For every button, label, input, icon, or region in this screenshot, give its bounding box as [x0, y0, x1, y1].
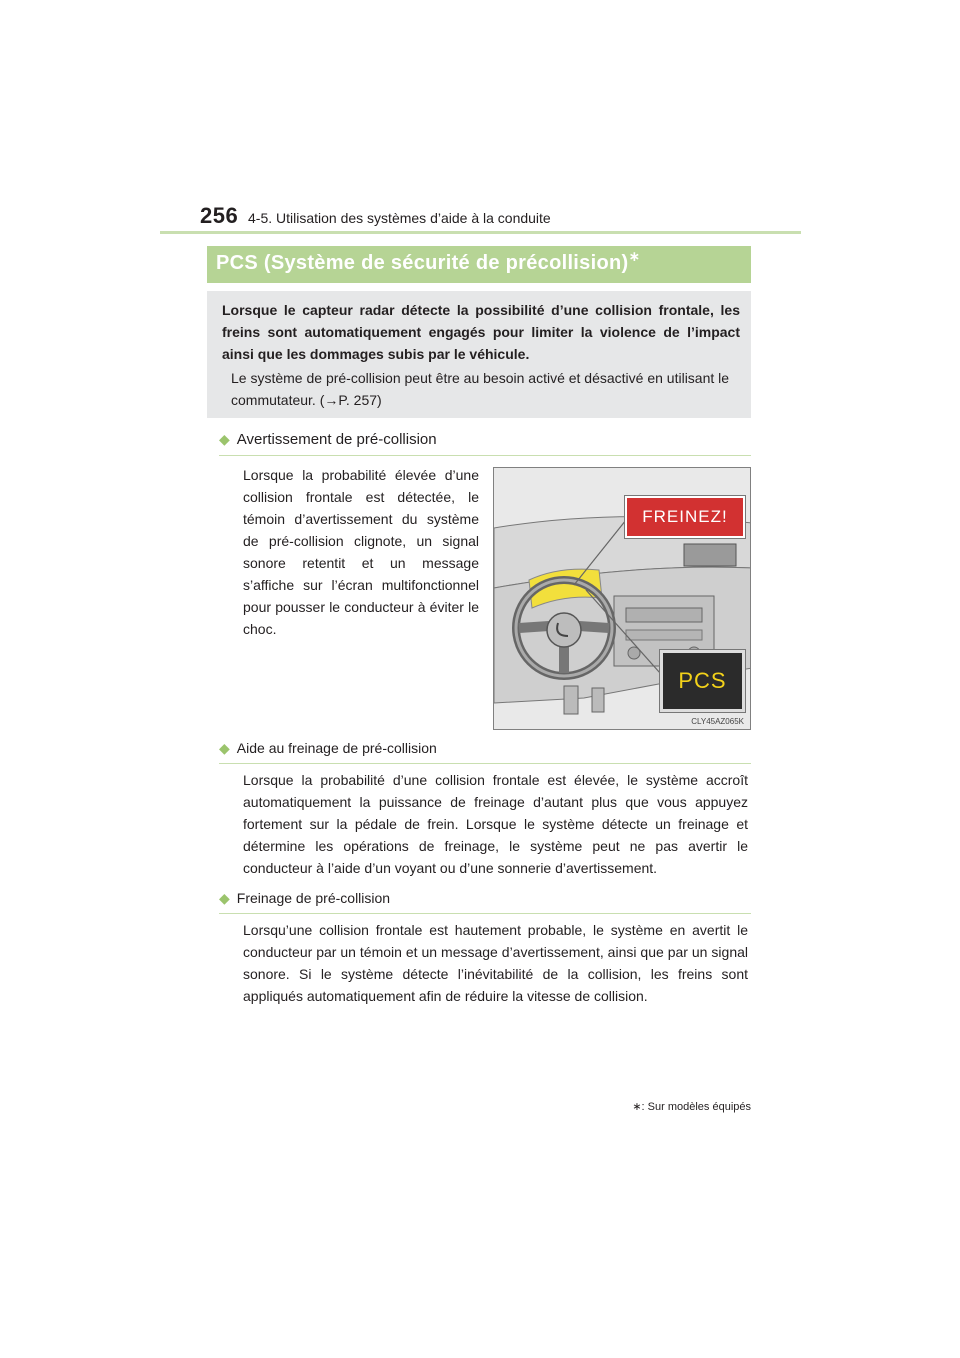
subsection-heading-brake-assist: [219, 740, 437, 757]
diamond-icon: ◆: [219, 431, 230, 447]
page-title: [216, 248, 641, 275]
subsection-rule: [219, 913, 751, 914]
intro-box: [207, 291, 751, 418]
diamond-icon: ◆: [219, 740, 230, 756]
page-title-text: PCS (Système de sécurité de précollision): [216, 252, 629, 274]
subsection-rule: [219, 455, 751, 456]
footnote: [600, 1100, 751, 1113]
intro-note: Le système de pré-collision peut être au besoin activé et désactivé en utilisant le commutateur. (→P. 257): [231, 370, 730, 408]
pcs-indicator: PCS: [660, 650, 745, 712]
footnote-marker: ∗: [632, 1101, 642, 1113]
subsection-heading-text: Aide au freinage de pré-collision: [236, 740, 437, 756]
freinez-warning-message: FREINEZ!: [625, 496, 745, 538]
section-body-brake-assist: Lorsque la probabilité d’une collision frontale est élevée, le système accroît automatiquement la puissance de freinage d’autant plus que vous appuyez fortement sur la pédale de frein. Lorsque le système détecte un freinage et détermine les opérations de freinage, le système peut ne pas avertir le conducteur à l’aide d’un voyant ou d’une sonnerie d’avertissement.: [243, 772, 748, 876]
footnote-text: : Sur modèles équipés: [641, 1101, 751, 1113]
page-number: 256: [200, 203, 239, 228]
subsection-heading-warning: [219, 431, 437, 448]
subsection-heading-braking: [219, 890, 390, 907]
intro-summary: Lorsque le capteur radar détecte la possibilité d’une collision frontale, les freins sont automatiquement engagés pour limiter la violence de l’impact ainsi que les dommages subis par le véhicule.: [222, 302, 740, 362]
dashboard-illustration: [493, 467, 751, 730]
section-body-braking: Lorsqu’une collision frontale est hautement probable, le système en avertit le conducteur par un témoin et un message d’avertissement, ainsi que par un signal sonore. Si le système détecte l’inévitabilité de la collision, les freins sont appliqués automatiquement afin de réduire la vitesse de collision.: [243, 922, 748, 1004]
diamond-icon: ◆: [219, 890, 230, 906]
title-band: [207, 246, 751, 283]
subsection-heading-text: Freinage de pré-collision: [236, 890, 391, 906]
section-title: 4-5. Utilisation des systèmes d’aide à la conduite: [248, 210, 551, 226]
header-rule: [160, 231, 801, 234]
subsection-heading-text: Avertissement de pré-collision: [236, 431, 437, 448]
section-body-warning: Lorsque la probabilité élevée d’une collision frontale est détectée, le témoin d’avertissement du système de pré-collision clignote, un signal sonore retentit et un message s’affiche sur l’écran multifonctionnel pour pousser le conducteur à éviter le choc.: [243, 467, 479, 637]
figure-code: CLY45AZ065K: [691, 717, 744, 726]
title-footnote-marker: ∗: [628, 248, 641, 264]
subsection-rule: [219, 763, 751, 764]
